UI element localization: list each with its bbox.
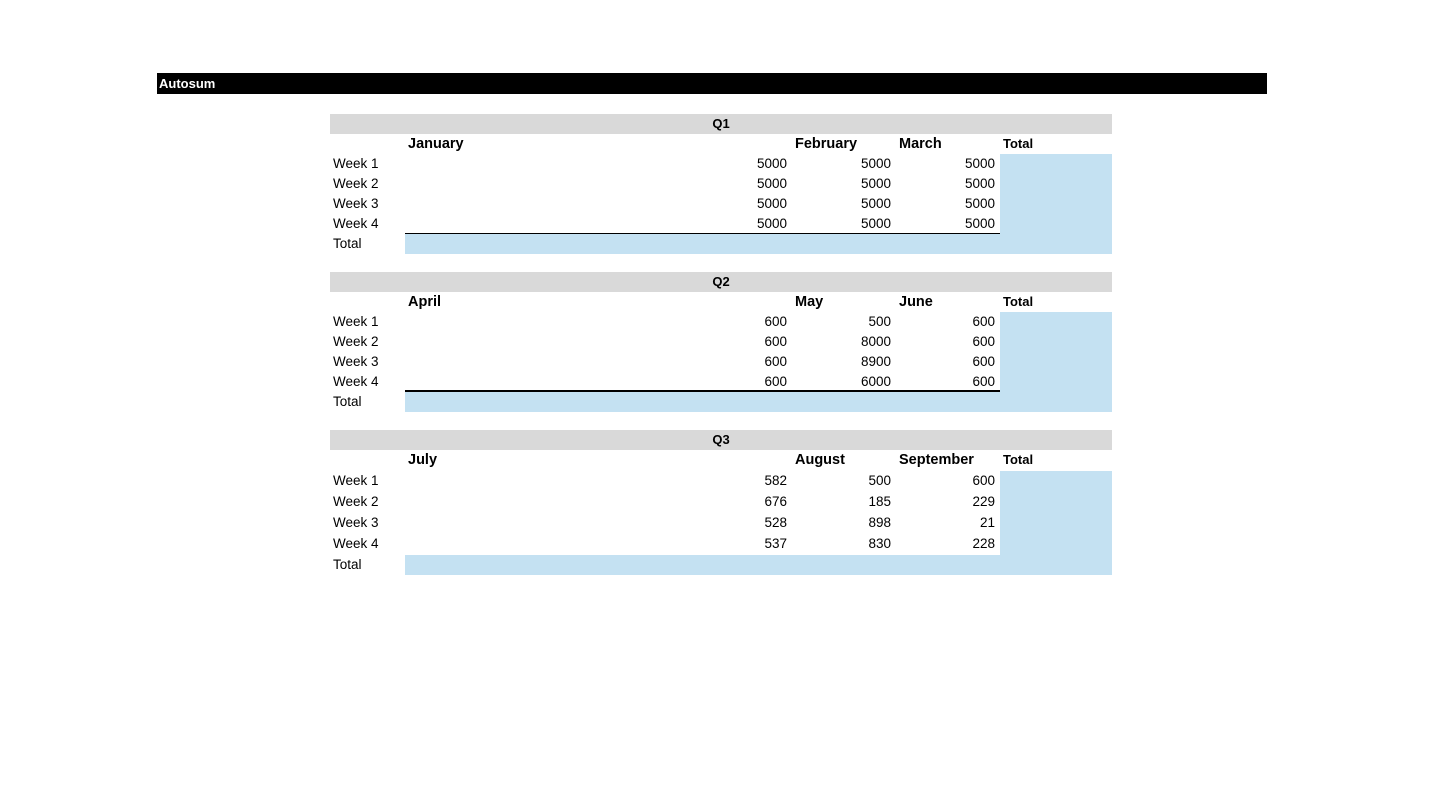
month-header: September bbox=[899, 452, 974, 468]
value-cell[interactable]: 600 bbox=[764, 374, 787, 389]
value-cell[interactable]: 5000 bbox=[964, 216, 995, 231]
week-label[interactable]: Week 4 bbox=[333, 536, 379, 551]
value-cell[interactable]: 21 bbox=[979, 515, 995, 530]
total-cell[interactable] bbox=[1000, 194, 1112, 214]
total-row bbox=[330, 234, 1112, 254]
value-cell[interactable]: 5000 bbox=[756, 196, 787, 211]
value-cell[interactable]: 600 bbox=[972, 334, 995, 349]
month-header: August bbox=[795, 452, 845, 468]
week-label[interactable]: Week 1 bbox=[333, 314, 379, 329]
quarter-header: Q1 bbox=[330, 114, 1112, 134]
value-cell[interactable]: 5000 bbox=[860, 196, 891, 211]
total-header: Total bbox=[1003, 452, 1034, 467]
quarter-header: Q2 bbox=[330, 272, 1112, 292]
total-row bbox=[330, 392, 1112, 412]
total-cell[interactable] bbox=[1000, 534, 1112, 555]
total-cell[interactable] bbox=[1000, 492, 1112, 513]
value-cell[interactable]: 5000 bbox=[964, 196, 995, 211]
quarter-table-q1 bbox=[330, 114, 1112, 254]
value-cell[interactable]: 600 bbox=[972, 374, 995, 389]
table-row bbox=[330, 492, 1112, 513]
week-label[interactable]: Week 4 bbox=[333, 374, 379, 389]
month-header: June bbox=[899, 294, 933, 310]
value-cell[interactable]: 5000 bbox=[964, 156, 995, 171]
month-header: March bbox=[899, 136, 942, 152]
value-cell[interactable]: 830 bbox=[868, 536, 891, 551]
value-cell[interactable]: 228 bbox=[972, 536, 995, 551]
table-row bbox=[330, 194, 1112, 214]
value-cell[interactable]: 8900 bbox=[860, 354, 891, 369]
quarter-header: Q3 bbox=[330, 430, 1112, 450]
total-row-label[interactable]: Total bbox=[333, 394, 362, 409]
month-header: July bbox=[408, 452, 438, 468]
value-cell[interactable]: 5000 bbox=[860, 176, 891, 191]
total-cell[interactable] bbox=[1000, 332, 1112, 352]
value-cell[interactable]: 5000 bbox=[860, 216, 891, 231]
table-row bbox=[330, 312, 1112, 332]
total-cell[interactable] bbox=[1000, 312, 1112, 332]
value-cell[interactable]: 528 bbox=[764, 515, 787, 530]
total-row-label[interactable]: Total bbox=[333, 236, 362, 251]
value-cell[interactable]: 600 bbox=[764, 334, 787, 349]
table-row bbox=[330, 332, 1112, 352]
month-header: January bbox=[408, 136, 464, 152]
value-cell[interactable]: 600 bbox=[972, 314, 995, 329]
quarter-table-q2 bbox=[330, 272, 1112, 412]
value-cell[interactable]: 5000 bbox=[964, 176, 995, 191]
total-row-cells[interactable] bbox=[405, 555, 1112, 575]
value-cell[interactable]: 600 bbox=[972, 354, 995, 369]
total-row-cells[interactable] bbox=[405, 392, 1112, 412]
total-cell[interactable] bbox=[1000, 372, 1112, 392]
total-cell[interactable] bbox=[1000, 174, 1112, 194]
value-cell[interactable]: 5000 bbox=[756, 156, 787, 171]
month-header-row bbox=[330, 134, 1112, 154]
value-cell[interactable]: 600 bbox=[764, 314, 787, 329]
table-row bbox=[330, 154, 1112, 174]
month-header: February bbox=[795, 136, 858, 152]
total-cell[interactable] bbox=[1000, 352, 1112, 372]
total-row-cells[interactable] bbox=[405, 234, 1112, 254]
total-cell[interactable] bbox=[1000, 214, 1112, 234]
value-cell[interactable]: 229 bbox=[972, 494, 995, 509]
table-row bbox=[330, 372, 1112, 392]
total-cell[interactable] bbox=[1000, 471, 1112, 492]
value-cell[interactable]: 500 bbox=[868, 473, 891, 488]
month-header-row bbox=[330, 292, 1112, 312]
week-label[interactable]: Week 3 bbox=[333, 515, 379, 530]
week-label[interactable]: Week 1 bbox=[333, 156, 379, 171]
value-cell[interactable]: 582 bbox=[764, 473, 787, 488]
month-header: May bbox=[795, 294, 824, 310]
value-cell[interactable]: 8000 bbox=[860, 334, 891, 349]
week-label[interactable]: Week 1 bbox=[333, 473, 379, 488]
table-row bbox=[330, 214, 1112, 234]
total-row bbox=[330, 555, 1112, 575]
value-cell[interactable]: 5000 bbox=[756, 216, 787, 231]
value-cell[interactable]: 898 bbox=[868, 515, 891, 530]
total-header: Total bbox=[1003, 294, 1034, 309]
table-row bbox=[330, 471, 1112, 492]
value-cell[interactable]: 600 bbox=[972, 473, 995, 488]
total-cell[interactable] bbox=[1000, 154, 1112, 174]
week-label[interactable]: Week 2 bbox=[333, 176, 379, 191]
week-label[interactable]: Week 3 bbox=[333, 354, 379, 369]
week-label[interactable]: Week 2 bbox=[333, 334, 379, 349]
value-cell[interactable]: 500 bbox=[868, 314, 891, 329]
table-row bbox=[330, 352, 1112, 372]
value-cell[interactable]: 5000 bbox=[860, 156, 891, 171]
month-header-row bbox=[330, 450, 1112, 471]
value-cell[interactable]: 676 bbox=[764, 494, 787, 509]
table-row bbox=[330, 513, 1112, 534]
quarter-table-q3 bbox=[330, 430, 1112, 575]
month-header: April bbox=[408, 294, 442, 310]
table-row bbox=[330, 174, 1112, 194]
value-cell[interactable]: 5000 bbox=[756, 176, 787, 191]
table-row bbox=[330, 534, 1112, 555]
value-cell[interactable]: 537 bbox=[764, 536, 787, 551]
total-row-label[interactable]: Total bbox=[333, 557, 362, 572]
value-cell[interactable]: 6000 bbox=[860, 374, 891, 389]
week-label[interactable]: Week 2 bbox=[333, 494, 379, 509]
sheet-title: Autosum bbox=[157, 73, 1267, 94]
value-cell[interactable]: 185 bbox=[868, 494, 891, 509]
week-label[interactable]: Week 4 bbox=[333, 216, 379, 231]
total-header: Total bbox=[1003, 136, 1034, 151]
week-label[interactable]: Week 3 bbox=[333, 196, 379, 211]
total-cell[interactable] bbox=[1000, 513, 1112, 534]
value-cell[interactable]: 600 bbox=[764, 354, 787, 369]
